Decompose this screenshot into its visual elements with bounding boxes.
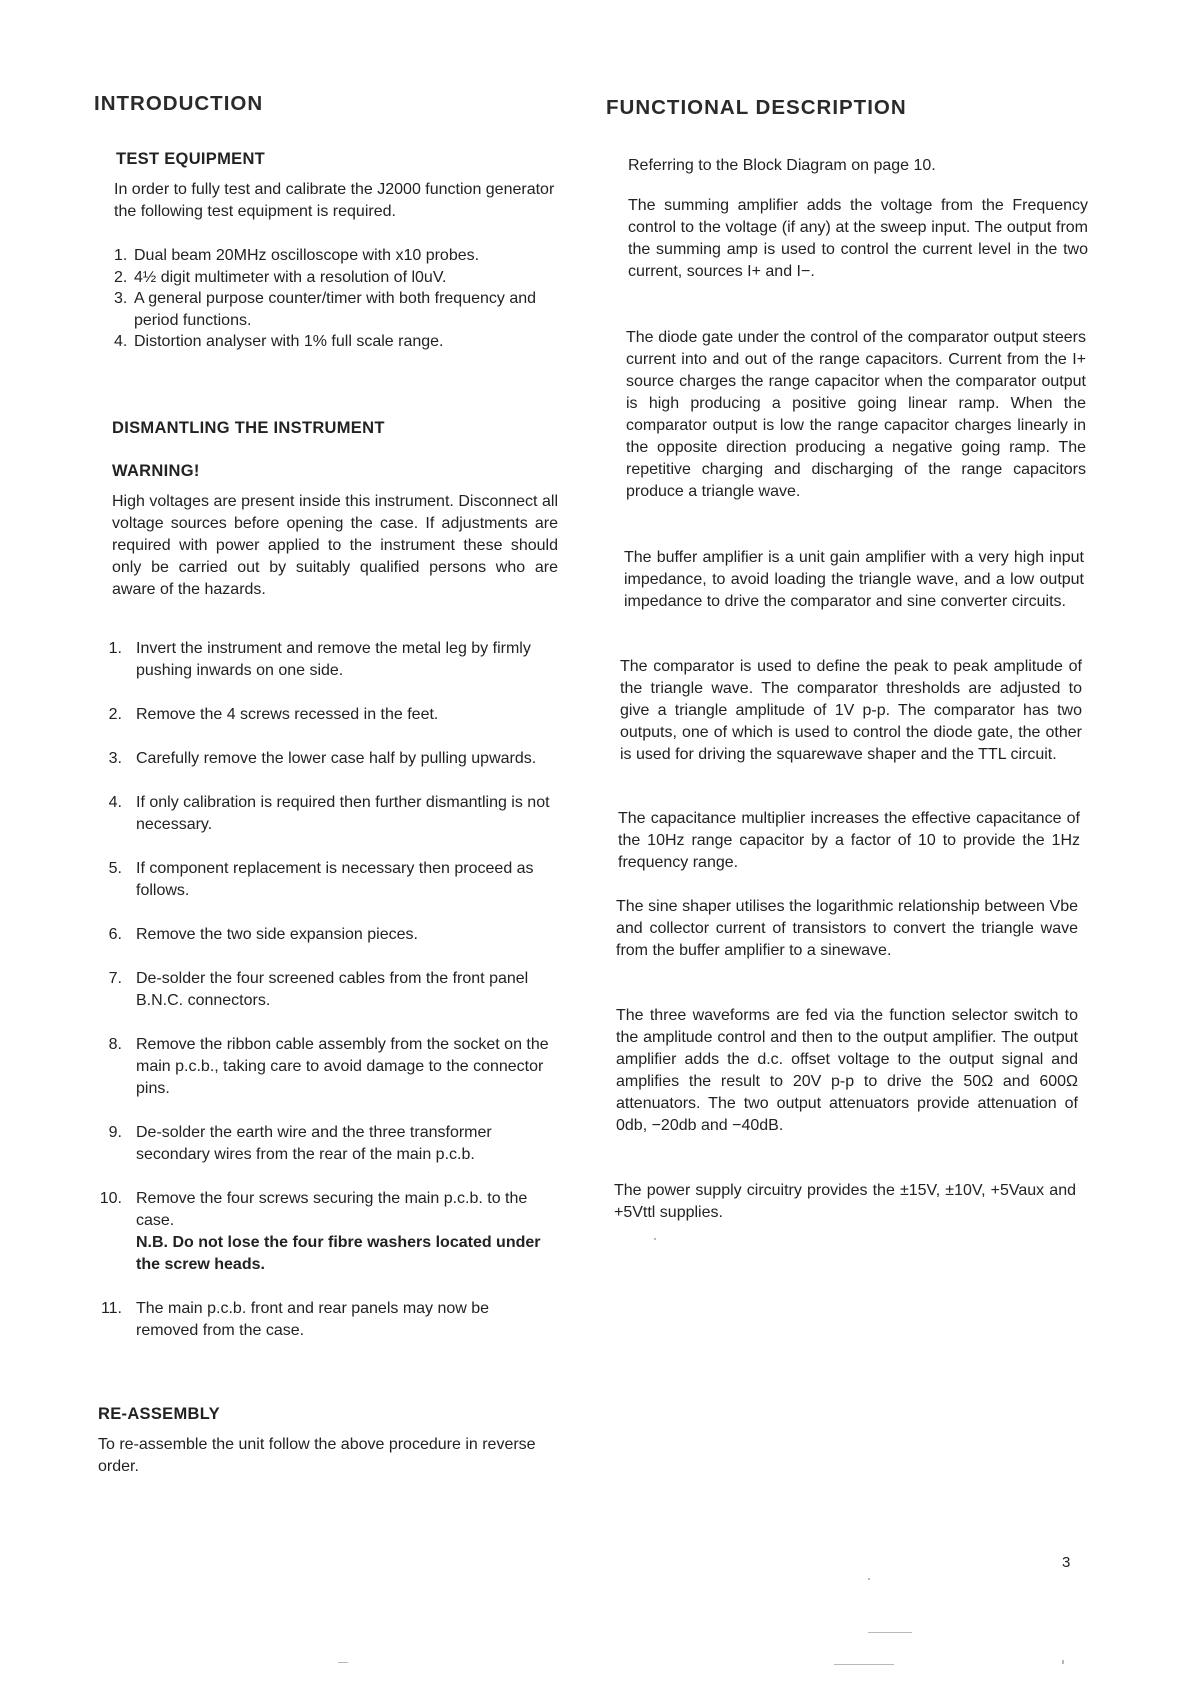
scan-speck [654,1238,656,1240]
functional-paragraph: The power supply circuitry provides the ±15V, ±10V, +5Vaux and +5Vttl supplies. [614,1182,1076,1221]
dismantling-steps [94,638,554,1364]
reassembly-text: To re-assemble the unit follow the above procedure in reverse order. [98,1436,536,1475]
list-item: 4. If only calibration is required then further dismantling is not necessary. [108,794,550,833]
list-item: 9. De-solder the earth wire and the three transformer secondary wires from the rear of the main p.c.b. [108,1124,492,1163]
list-item: 10. Remove the four screws securing the main p.c.b. to the case. N.B. Do not lose the four fibre washers located under the screw heads. [94,1188,554,1276]
scan-speck [868,1578,870,1580]
list-item: 8. Remove the ribbon cable assembly from the socket on the main p.c.b., taking care to avoid damage to the connector pins. [108,1036,549,1097]
functional-title: FUNCTIONAL DESCRIPTION [606,96,907,119]
list-item: 2. Remove the 4 screws recessed in the feet. [108,706,439,723]
functional-paragraph: The three waveforms are fed via the function selector switch to the amplitude control and then to the output amplifier. The output amplifier adds the d.c. offset voltage to the output signal and amplifies the result to 20V p-p to drive the 50Ω and 600Ω attenuators. The two output attenuators provide attenuation of 0db, −20db and −40dB. [616,1007,1078,1134]
equipment-list [114,245,554,353]
list-item: 2. 4½ digit multimeter with a resolution of l0uV. [114,268,447,286]
page-number: 3 [1062,1554,1071,1571]
list-item: 5. If component replacement is necessary then proceed as follows. [108,860,534,899]
list-item: 3. Carefully remove the lower case half by pulling upwards. [108,750,537,767]
dismantling-heading: DISMANTLING THE INSTRUMENT [112,419,385,437]
list-item: 4. Distortion analyser with 1% full scale range. [114,333,444,350]
list-item: 7. De-solder the four screened cables from the front panel B.N.C. connectors. [108,970,529,1009]
washer-note: N.B. Do not lose the four fibre washers located under the screw heads. [136,1234,541,1273]
functional-paragraph: The diode gate under the control of the comparator output steers current into and out of the range capacitors. Current from the I+ source charges the range capacitor when the comparator output is high producing a positive going linear ramp. When the comparator output is low the range capacitor charges linearly in the opposite direction producing a negative going ramp. The repetitive charging and discharging of the range capacitors produce a triangle wave. [626,329,1086,500]
functional-paragraph: The sine shaper utilises the logarithmic relationship between Vbe and collector current of transistors to convert the triangle wave from the buffer amplifier to a sinewave. [616,898,1078,959]
scan-speck [1062,1660,1064,1664]
warning-heading: WARNING! [112,462,200,480]
list-item: 1. Invert the instrument and remove the metal leg by firmly pushing inwards on one side. [108,640,531,679]
warning-text: High voltages are present inside this instrument. Disconnect all voltage sources before opening the case. If adjustments are required with power applied to the instrument these should only be carried out by suitably qualified persons who are aware of the hazards. [112,493,558,598]
test-equipment-heading: TEST EQUIPMENT [116,150,266,168]
functional-paragraph: The comparator is used to define the peak to peak amplitude of the triangle wave. The comparator thresholds are adjusted to give a triangle amplitude of 1V p-p. The comparator has two outputs, one of which is used to control the diode gate, the other is used for driving the squarewave shaper and the TTL circuit. [620,658,1082,763]
list-item: 6. Remove the two side expansion pieces. [108,926,418,943]
scan-speck [338,1662,348,1663]
functional-paragraph: The capacitance multiplier increases the effective capacitance of the 10Hz range capacitor by a factor of 10 to provide the 1Hz frequency range. [618,810,1080,871]
introduction-title: INTRODUCTION [94,92,264,115]
functional-paragraph: The buffer amplifier is a unit gain amplifier with a very high input impedance, to avoid loading the triangle wave, and a low output impedance to drive the comparator and sine converter circuits. [624,549,1084,610]
test-equipment-intro: In order to fully test and calibrate the J2000 function generator the following test equipment is required. [114,181,555,220]
list-item: 1. Dual beam 20MHz oscilloscope with x10 probes. [114,247,480,264]
list-item: 3. A general purpose counter/timer with both frequency and period functions. [114,290,537,329]
scan-speck [868,1632,912,1633]
functional-paragraph: The summing amplifier adds the voltage from the Frequency control to the voltage (if any) at the sweep input. The output from the summing amp is used to control the current level in the two current, sources I+ and I−. [628,197,1088,280]
reassembly-heading: RE-ASSEMBLY [98,1405,220,1423]
functional-paragraph: Referring to the Block Diagram on page 10. [628,157,936,174]
list-item: 11. The main p.c.b. front and rear panels may now be removed from the case. [100,1300,490,1339]
scan-speck [834,1664,894,1665]
